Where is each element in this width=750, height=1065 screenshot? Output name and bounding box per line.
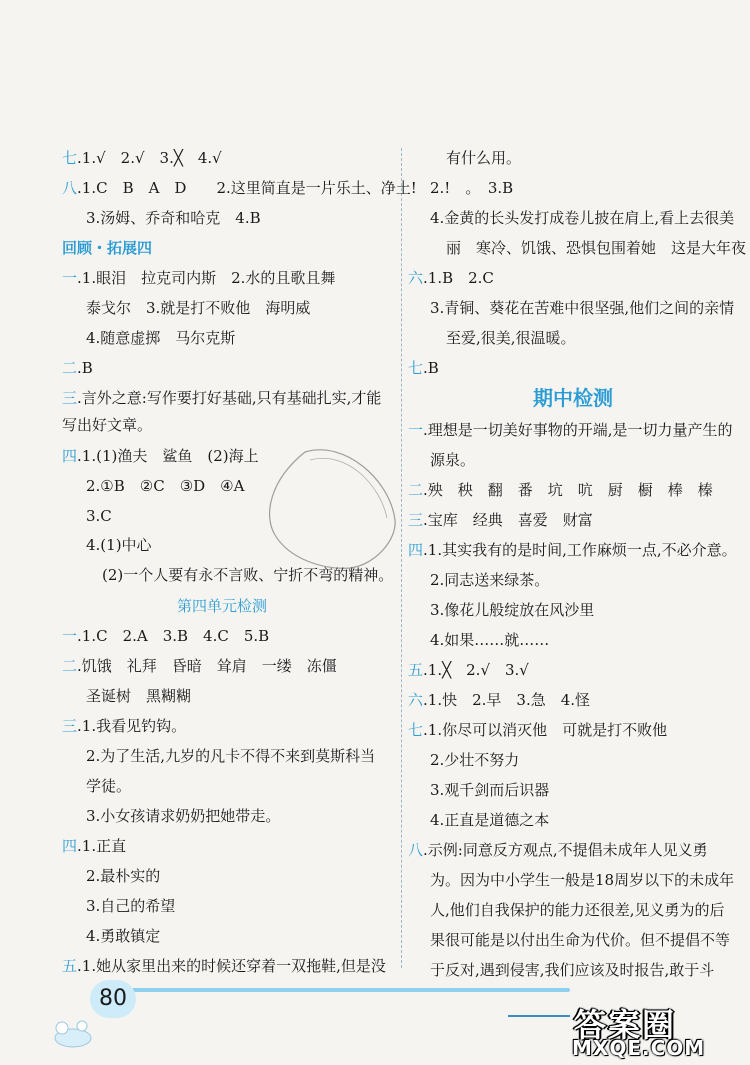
answer-line: 丽 寒冷、饥饿、恐惧包围着她 这是大年夜 bbox=[446, 239, 747, 257]
section-title: 回顾・拓展四 bbox=[62, 239, 153, 257]
watermark-logo: 答案圈 bbox=[574, 1006, 677, 1044]
watermark-site: MXQE.COM bbox=[572, 1036, 706, 1060]
answer-line: 4.随意虚掷 马尔克斯 bbox=[86, 329, 236, 347]
answer-line: 学徒。 bbox=[86, 777, 132, 795]
answer-line: 四.1.其实我有的是时间,工作麻烦一点,不必介意。 bbox=[408, 541, 737, 559]
answer-line: 五.1.她从家里出来的时候还穿着一双拖鞋,但是没 bbox=[62, 957, 386, 975]
unit-title: 第四单元检测 bbox=[177, 597, 268, 615]
answer-line: 为。因为中小学生一般是18周岁以下的未成年 bbox=[430, 871, 735, 889]
answer-line: 4.正直是道德之本 bbox=[430, 811, 550, 829]
answer-line: 2.! 。 3.B bbox=[430, 179, 514, 197]
pencil-sketch bbox=[255, 440, 405, 580]
answer-line: 四.1.(1)渔夫 鲨鱼 (2)海上 bbox=[62, 447, 259, 465]
answer-line: 4.金黄的长头发打成卷儿披在肩上,看上去很美 bbox=[430, 209, 735, 227]
footer-rule bbox=[130, 988, 570, 992]
answer-line: 七.1.√ 2.√ 3.╳ 4.√ bbox=[62, 149, 222, 167]
answer-line: 一.理想是一切美好事物的开端,是一切力量产生的 bbox=[408, 421, 733, 439]
answer-line: 圣诞树 黑糊糊 bbox=[86, 687, 192, 705]
answer-line: 4.勇敢镇定 bbox=[86, 927, 161, 945]
answer-line: 2.少壮不努力 bbox=[430, 751, 520, 769]
answer-line: 三.言外之意:写作要打好基础,只有基础扎实,才能 bbox=[62, 389, 382, 407]
answer-line: 4.如果……就…… bbox=[430, 631, 550, 649]
answer-line: 3.汤姆、乔奇和哈克 4.B bbox=[86, 209, 261, 227]
footer-rule-short bbox=[508, 1015, 570, 1017]
answer-line: 有什么用。 bbox=[446, 149, 522, 167]
answer-line: 人,他们自我保护的能力还很差,见义勇为的后 bbox=[430, 901, 725, 919]
answer-line: 一.1.C 2.A 3.B 4.C 5.B bbox=[62, 627, 270, 645]
answer-line: 八.示例:同意反方观点,不提倡未成年人见义勇 bbox=[408, 841, 708, 859]
answer-line: 泰戈尔 3.就是打不败他 海明威 bbox=[86, 299, 311, 317]
answer-line: 2.最朴实的 bbox=[86, 867, 161, 885]
answer-line: 三.1.我看见钓钩。 bbox=[62, 717, 187, 735]
answer-line: 二.饥饿 礼拜 昏暗 耸肩 一缕 冻僵 bbox=[62, 657, 337, 675]
answer-line: 源泉。 bbox=[430, 451, 476, 469]
answer-line: 3.像花儿般绽放在风沙里 bbox=[430, 601, 595, 619]
answer-line: 3.青铜、葵花在苦难中很坚强,他们之间的亲情 bbox=[430, 299, 735, 317]
page-number: 80 bbox=[90, 980, 136, 1018]
cartoon-decoration-icon bbox=[48, 1010, 98, 1050]
answer-line: 一.1.眼泪 拉克司内斯 2.水的且歌且舞 bbox=[62, 269, 336, 287]
answer-line: 于反对,遇到侵害,我们应该及时报告,敢于斗 bbox=[430, 961, 715, 979]
answer-line: 4.(1)中心 bbox=[86, 536, 152, 554]
answer-line: 七.1.你尽可以消灭他 可就是打不败他 bbox=[408, 721, 668, 739]
answer-line: 3.C bbox=[86, 507, 112, 525]
answer-line: 六.1.B 2.C bbox=[408, 269, 494, 287]
answer-line: 2.为了生活,九岁的凡卡不得不来到莫斯科当 bbox=[86, 747, 376, 765]
answer-line: 二.殃 秧 翻 番 坑 吭 厨 橱 棒 榛 bbox=[408, 481, 713, 499]
answer-line: 写出好文章。 bbox=[62, 416, 153, 434]
answer-line: 三.宝库 经典 喜爱 财富 bbox=[408, 511, 593, 529]
answer-line: 五.1.╳ 2.√ 3.√ bbox=[408, 661, 529, 679]
section-title: 期中检测 bbox=[533, 386, 613, 410]
answer-line: 2.同志送来绿茶。 bbox=[430, 571, 550, 589]
answer-line: 3.小女孩请求奶奶把她带走。 bbox=[86, 807, 281, 825]
answer-line: (2)一个人要有永不言败、宁折不弯的精神。 bbox=[102, 566, 394, 584]
answer-line: 七.B bbox=[408, 359, 439, 377]
answer-line: 至爱,很美,很温暖。 bbox=[446, 329, 576, 347]
answer-line: 二.B bbox=[62, 359, 93, 377]
answer-line: 3.观千剑而后识器 bbox=[430, 781, 550, 799]
answer-line: 2.①B ②C ③D ④A bbox=[86, 477, 245, 495]
answer-line: 3.自己的希望 bbox=[86, 897, 176, 915]
answer-line: 六.1.快 2.早 3.急 4.怪 bbox=[408, 691, 591, 709]
answer-line: 四.1.正直 bbox=[62, 837, 127, 855]
answer-line: 果很可能是以付出生命为代价。但不提倡不等 bbox=[430, 931, 731, 949]
answer-line: 八.1.C B A D 2.这里简直是一片乐土、净土! bbox=[62, 179, 417, 197]
